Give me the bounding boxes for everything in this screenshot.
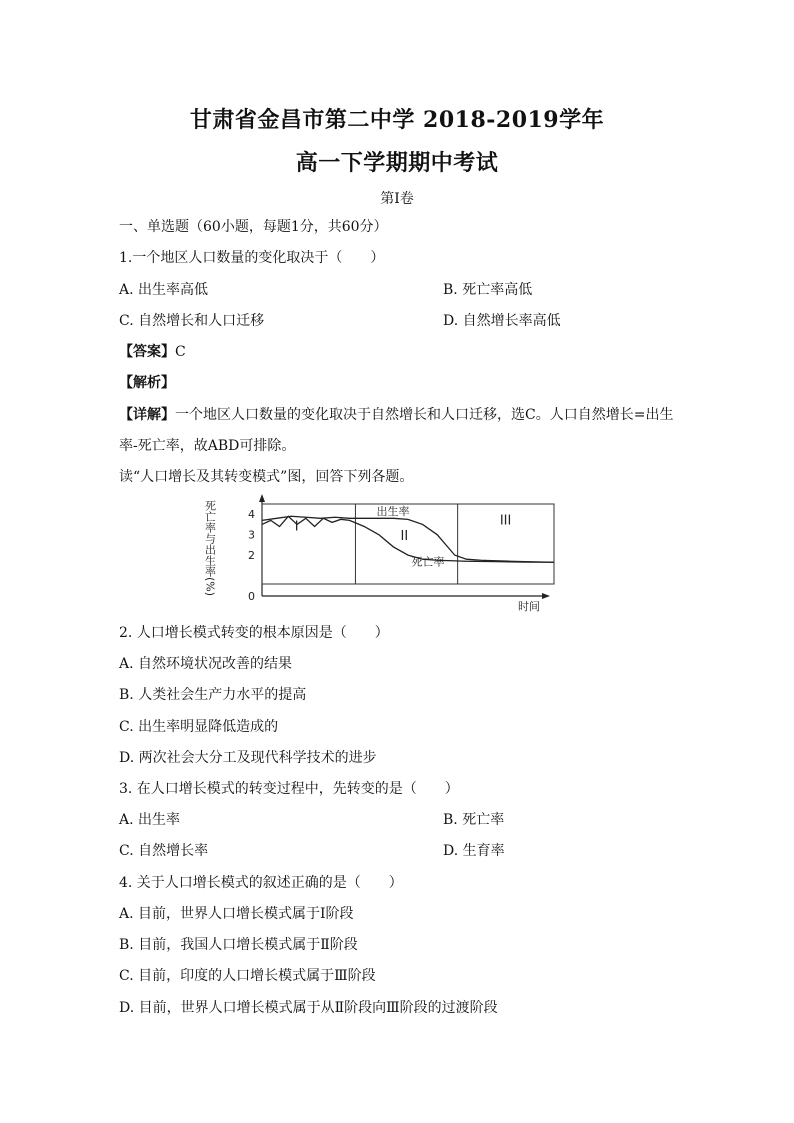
q4-option-c: C. 目前，印度的人口增长模式属于Ⅲ阶段 [119,968,376,984]
series-label-death-rate: 死亡率 [411,555,445,569]
volume-label: 第Ⅰ卷 [380,191,414,207]
answer-label: 【答案】 [119,344,175,360]
y-axis-arrow [259,494,265,502]
q4-option-d: D. 目前，世界人口增长模式属于从Ⅱ阶段向Ⅲ阶段的过渡阶段 [119,1000,498,1016]
chart-intro: 读“人口增长及其转变模式”图，回答下列各题。 [119,469,414,485]
analysis-label: 【解析】 [119,375,175,391]
series-label-birth-rate: 出生率 [376,505,410,519]
y-tick-label: 4 [248,508,255,522]
q3-option-d: D. 生育率 [443,843,505,859]
y-tick-label: 0 [248,590,255,603]
x-axis-label: 时间 [518,600,540,612]
q1-answer [119,343,186,361]
q1-option-d: D. 自然增长率高低 [443,313,561,329]
q1-option-c: C. 自然增长和人口迁移 [119,313,265,329]
title-line-1: 甘肃省金昌市第二中学 2018-2019学年 [189,107,605,133]
q2-option-b: B. 人类社会生产力水平的提高 [119,687,307,703]
stage-label-3: III [499,513,512,529]
detail-label: 【详解】 [119,407,175,423]
q4-option-a: A. 目前，世界人口增长模式属于Ⅰ阶段 [119,906,354,922]
x-axis-arrow [542,593,550,599]
q3-stem: 3. 在人口增长模式的转变过程中，先转变的是（ ） [119,781,459,797]
detail-text-1: 一个地区人口数量的变化取决于自然增长和人口迁移，选C。人口自然增长=出生 [175,407,674,423]
section-heading: 一、单选题（60小题，每题1分，共60分） [119,219,388,235]
stage-label-1: I [294,519,299,535]
population-chart [196,492,556,612]
q2-option-a: A. 自然环境状况改善的结果 [119,656,293,672]
q1-detail-line-2: 率-死亡率，故ABD可排除。 [119,438,296,454]
q1-stem: 1.一个地区人口数量的变化取决于（ ） [119,250,385,266]
q4-option-b: B. 目前，我国人口增长模式属于Ⅱ阶段 [119,937,358,953]
q3-option-b: B. 死亡率 [443,812,505,828]
q2-stem: 2. 人口增长模式转变的根本原因是（ ） [119,625,389,641]
answer-value: C [175,344,186,360]
title-line-2: 高一下学期期中考试 [295,150,499,176]
q1-option-b: B. 死亡率高低 [443,282,533,298]
q1-option-a: A. 出生率高低 [119,282,209,298]
q1-detail-line-1 [119,406,673,424]
q4-stem: 4. 关于人口增长模式的叙述正确的是（ ） [119,875,403,891]
q2-option-c: C. 出生率明显降低造成的 [119,719,279,735]
y-axis-label: 死亡率与出生率(%) [203,500,217,597]
q3-option-a: A. 出生率 [119,812,181,828]
y-tick-label: 3 [248,528,255,542]
stage-label-2: II [400,528,409,544]
y-tick-label: 2 [248,549,255,563]
q2-option-d: D. 两次社会大分工及现代科学技术的进步 [119,750,377,766]
q3-option-c: C. 自然增长率 [119,843,209,859]
